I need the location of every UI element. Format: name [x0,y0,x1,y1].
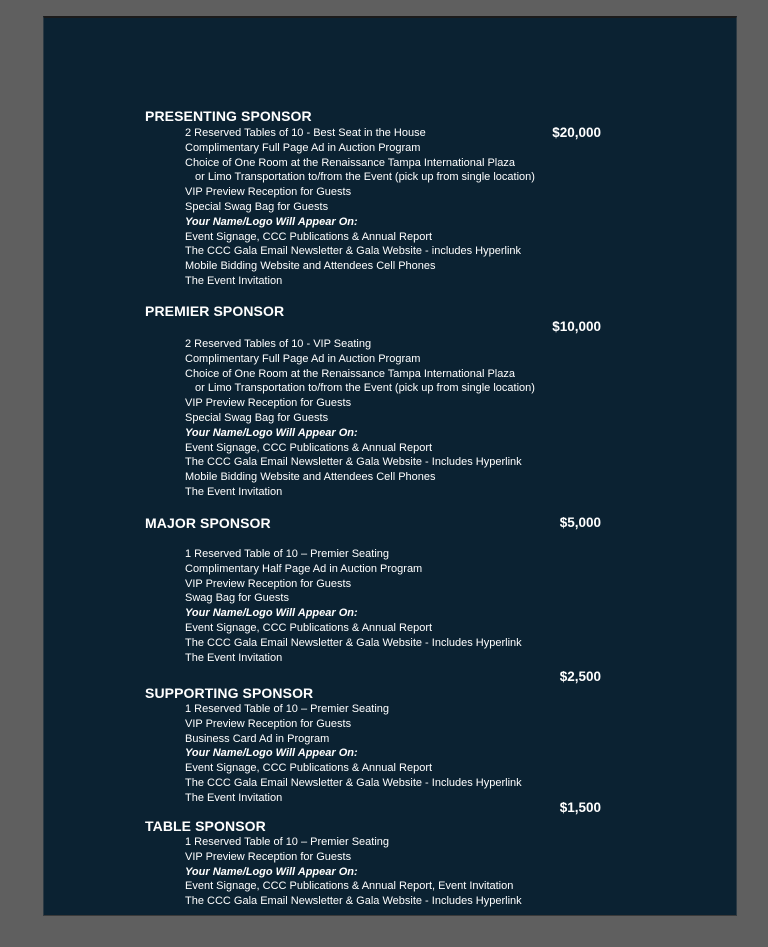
benefit-item: VIP Preview Reception for Guests [185,186,352,199]
benefit-item: Mobile Bidding Website and Attendees Cell Phones [185,471,436,484]
sponsor-title: SUPPORTING SPONSOR [145,685,314,701]
benefit-item: Event Signage, CCC Publications & Annual Report [185,621,433,634]
benefit-item: The Event Invitation [185,485,283,498]
benefit-list [185,547,522,665]
logo-placement-heading: Your Name/Logo Will Appear On: [185,215,358,228]
sponsor-price: $5,000 [559,515,601,530]
logo-placement-heading: Your Name/Logo Will Appear On: [185,426,358,439]
benefit-list [185,702,522,806]
benefit-item: The Event Invitation [185,651,283,664]
benefit-item: Special Swag Bag for Guests [185,411,329,424]
sponsor-title: TABLE SPONSOR [145,818,266,834]
benefit-item: The CCC Gala Email Newsletter & Gala Website - includes Hyperlink [185,245,522,258]
benefit-list [185,126,535,289]
benefit-item: 1 Reserved Table of 10 – Premier Seating [185,548,390,560]
logo-placement-heading: Your Name/Logo Will Appear On: [185,865,358,878]
benefit-item: 2 Reserved Tables of 10 - VIP Seating [185,338,372,350]
benefit-item: The CCC Gala Email Newsletter & Gala Website - Includes Hyperlink [185,456,522,469]
benefit-item: Special Swag Bag for Guests [185,200,329,213]
sponsor-price: $20,000 [552,125,601,140]
benefit-item: or Limo Transportation to/from the Event (pick up from single location) [195,382,535,395]
benefit-item: Event Signage, CCC Publications & Annual Report, Event Invitation [185,880,514,893]
benefit-item: 2 Reserved Tables of 10 - Best Seat in the House [185,127,426,139]
benefit-item: The Event Invitation [185,274,283,287]
benefit-item: VIP Preview Reception for Guests [185,717,352,730]
benefit-item: VIP Preview Reception for Guests [185,577,352,590]
benefit-item: Swag Bag for Guests [185,592,289,605]
benefit-item: 1 Reserved Table of 10 – Premier Seating [185,836,390,848]
benefit-item: Complimentary Half Page Ad in Auction Program [185,562,423,575]
benefit-item: Event Signage, CCC Publications & Annual Report [185,441,433,454]
benefit-item: Mobile Bidding Website and Attendees Cell Phones [185,260,436,273]
sponsor-price: $2,500 [559,669,601,684]
sponsor-price: $10,000 [552,319,601,334]
document-page [43,16,737,916]
benefit-item: or Limo Transportation to/from the Event (pick up from single location) [195,171,535,184]
benefit-item: Business Card Ad in Program [185,732,330,745]
sponsor-title: PRESENTING SPONSOR [145,108,312,124]
benefit-item: The CCC Gala Email Newsletter & Gala Website - Includes Hyperlink [185,636,522,649]
benefit-item: The CCC Gala Email Newsletter & Gala Website - Includes Hyperlink [185,776,522,789]
benefit-item: The CCC Gala Email Newsletter & Gala Website - Includes Hyperlink [185,895,522,908]
benefit-item: The Event Invitation [185,791,283,804]
benefit-list [185,835,522,909]
sponsor-price: $1,500 [559,800,601,815]
benefit-item: VIP Preview Reception for Guests [185,397,352,410]
benefit-list [185,337,535,500]
benefit-item: Complimentary Full Page Ad in Auction Program [185,352,421,365]
benefit-item: VIP Preview Reception for Guests [185,850,352,863]
logo-placement-heading: Your Name/Logo Will Appear On: [185,607,358,620]
benefit-item: Complimentary Full Page Ad in Auction Program [185,141,421,154]
benefit-item: Event Signage, CCC Publications & Annual Report [185,762,433,775]
sponsor-title: PREMIER SPONSOR [145,303,285,319]
benefit-item: 1 Reserved Table of 10 – Premier Seating [185,703,390,715]
benefit-item: Choice of One Room at the Renaissance Tampa International Plaza [185,156,515,169]
logo-placement-heading: Your Name/Logo Will Appear On: [185,747,358,760]
benefit-item: Choice of One Room at the Renaissance Tampa International Plaza [185,367,515,380]
benefit-item: Event Signage, CCC Publications & Annual Report [185,230,433,243]
sponsor-title: MAJOR SPONSOR [145,515,271,531]
